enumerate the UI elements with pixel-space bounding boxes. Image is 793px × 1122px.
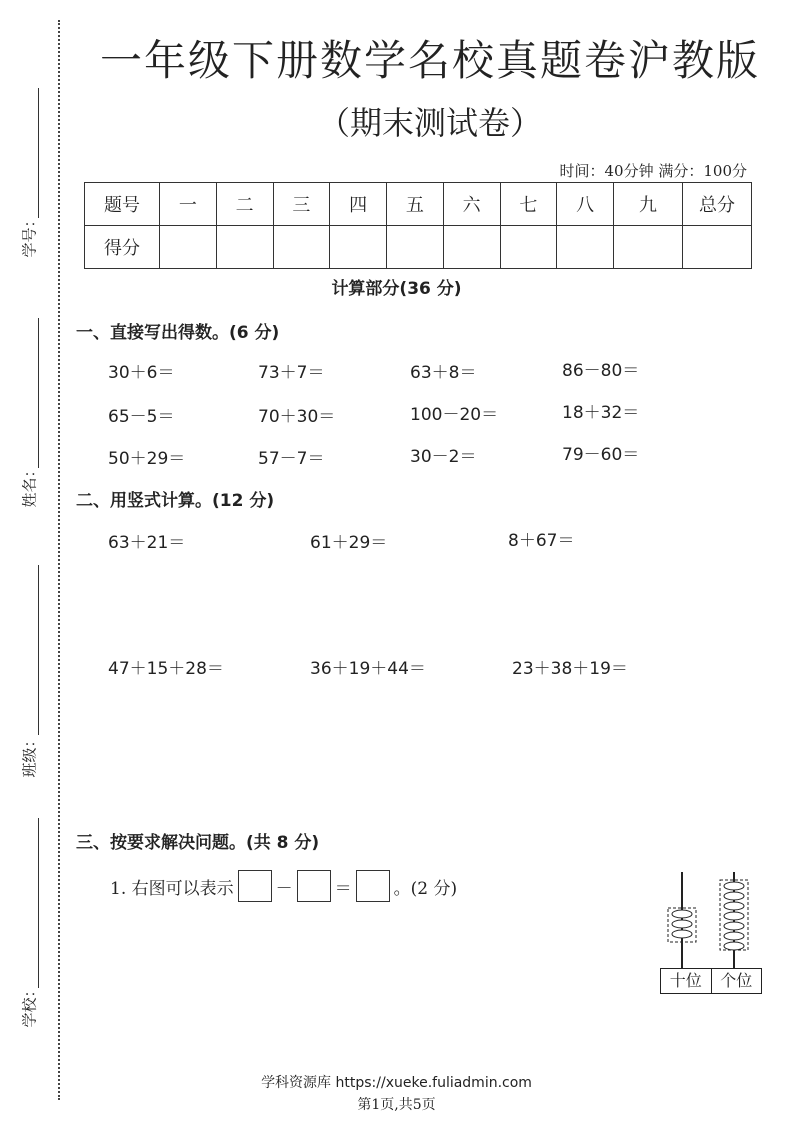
table-cell: 总分 — [683, 183, 752, 226]
page-subtitle: （期末测试卷） — [317, 104, 542, 142]
time-info: 时间：40分钟 满分：100分 — [559, 162, 747, 180]
abacus-icon — [660, 868, 762, 968]
question-item: 86－80＝ — [562, 361, 640, 381]
table-cell: 题号 — [85, 183, 160, 226]
question-item: 57－7＝ — [258, 449, 325, 469]
question-item: 61＋29＝ — [310, 533, 388, 553]
footer-page-number: 第1页,共5页 — [357, 1097, 436, 1113]
question-item: 8＋67＝ — [508, 531, 575, 551]
score-cell[interactable] — [216, 226, 273, 269]
score-cell[interactable] — [557, 226, 614, 269]
table-row — [85, 226, 752, 269]
table-cell: 六 — [443, 183, 500, 226]
answer-box-2[interactable] — [297, 870, 331, 902]
section1-title: 一、直接写出得数。(6 分) — [76, 323, 280, 343]
class-line — [38, 565, 39, 735]
table-cell: 二 — [216, 183, 273, 226]
answer-box-1[interactable] — [238, 870, 272, 902]
question-item: 30＋6＝ — [108, 363, 175, 383]
table-cell: 九 — [614, 183, 683, 226]
question-item: 36＋19＋44＝ — [310, 659, 426, 679]
question-item: 73＋7＝ — [258, 363, 325, 383]
score-cell[interactable] — [330, 226, 387, 269]
binding-dotted-line — [58, 20, 60, 1100]
name-label: 姓名： — [20, 462, 39, 508]
question-1-prefix: 1. 右图可以表示 — [110, 878, 234, 899]
footer-source: 学科资源库 https://xueke.fuliadmin.com — [261, 1075, 532, 1091]
table-cell: 四 — [330, 183, 387, 226]
table-cell: 八 — [557, 183, 614, 226]
ones-label: 个位 — [720, 971, 753, 990]
student-id-line — [38, 88, 39, 218]
table-cell: 五 — [387, 183, 444, 226]
minus-sign: － — [275, 878, 293, 899]
score-cell[interactable] — [387, 226, 444, 269]
class-label: 班级： — [20, 732, 39, 778]
question-1-suffix: 。(2 分) — [393, 878, 458, 899]
question-item: 47＋15＋28＝ — [108, 659, 224, 679]
table-row — [85, 183, 752, 226]
score-table — [84, 182, 752, 269]
question-item: 63＋21＝ — [108, 533, 186, 553]
question-item: 30－2＝ — [410, 447, 477, 467]
school-line — [38, 818, 39, 988]
question-item: 50＋29＝ — [108, 449, 186, 469]
question-item: 70＋30＝ — [258, 407, 336, 427]
table-cell: 七 — [500, 183, 557, 226]
table-cell: 得分 — [85, 226, 160, 269]
calc-part-heading: 计算部分(36 分) — [331, 279, 462, 299]
score-cell[interactable] — [614, 226, 683, 269]
score-cell[interactable] — [443, 226, 500, 269]
score-cell[interactable] — [500, 226, 557, 269]
table-cell: 一 — [160, 183, 217, 226]
name-line — [38, 318, 39, 468]
abacus-figure — [660, 868, 762, 994]
score-cell[interactable] — [160, 226, 217, 269]
question-item: 65－5＝ — [108, 407, 175, 427]
score-cell[interactable] — [683, 226, 752, 269]
answer-box-3[interactable] — [356, 870, 390, 902]
table-cell: 三 — [273, 183, 330, 226]
score-cell[interactable] — [273, 226, 330, 269]
question-item: 100－20＝ — [410, 405, 499, 425]
student-id-label: 学号： — [20, 212, 39, 258]
tens-label: 十位 — [661, 969, 712, 993]
section3-title: 三、按要求解决问题。(共 8 分) — [76, 833, 320, 853]
question-1 — [108, 870, 459, 902]
question-item: 63＋8＝ — [410, 363, 477, 383]
school-label: 学校： — [20, 982, 39, 1028]
question-item: 23＋38＋19＝ — [512, 659, 628, 679]
question-item: 18＋32＝ — [562, 403, 640, 423]
question-item: 79－60＝ — [562, 445, 640, 465]
equals-sign: ＝ — [334, 878, 352, 899]
page-title: 一年级下册数学名校真题卷沪教版 — [99, 36, 760, 85]
section2-title: 二、用竖式计算。(12 分) — [76, 491, 275, 511]
